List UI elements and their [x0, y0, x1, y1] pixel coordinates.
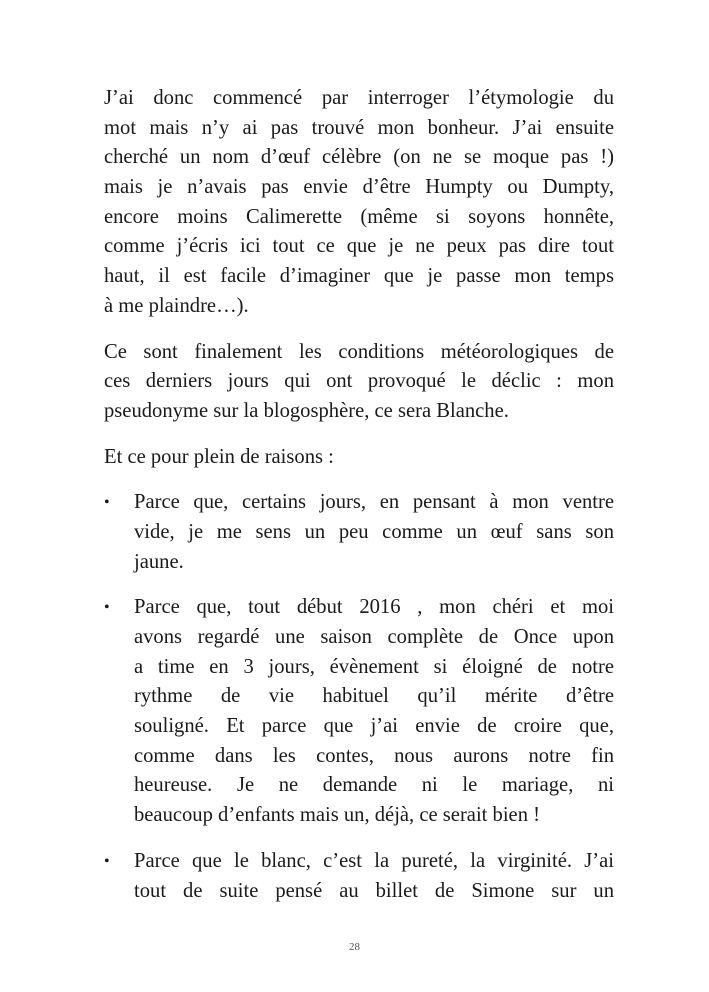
bullet-item-once-upon-a-time: [104, 593, 614, 831]
text-line: avons regardé une saison complète de Once upon: [134, 626, 614, 648]
text-line: tout de suite pensé au billet de Simone sur un: [134, 879, 614, 902]
text-line: comme j’écris ici tout ce que je ne peux pas dire tout: [104, 235, 614, 258]
text-line: beaucoup d’enfants mais un, déjà, ce serait bien !: [134, 804, 540, 827]
text-line: cherché un nom d’œuf célèbre (on ne se moque pas !): [104, 146, 614, 169]
bullet-mark: •: [104, 852, 110, 870]
bullet-item-empty-egg: [104, 488, 614, 577]
text-line: Ce sont finalement les conditions météorologiques de: [104, 340, 614, 363]
text-line: ces derniers jours qui ont provoqué le déclic : mon: [104, 370, 614, 393]
text-line: J’ai donc commencé par interroger l’étymologie du: [104, 87, 614, 109]
paragraph-etymology: [104, 84, 614, 322]
text-line: Parce que, certains jours, en pensant à mon ventre: [134, 491, 614, 514]
text-line: Parce que, tout début 2016 , mon chéri et moi: [134, 596, 614, 619]
text-line: souligné. Et parce que j’ai envie de croire que,: [134, 715, 614, 738]
bullet-mark: •: [104, 599, 110, 617]
text-line: jaune.: [134, 550, 184, 573]
text-line: haut, il est facile d’imaginer que je passe mon temps: [104, 265, 614, 288]
text-line: mot mais n’y ai pas trouvé mon bonheur. J’ai ensuite: [104, 116, 614, 139]
text-line: a time en 3 jours, évènement si éloigné de notre: [134, 655, 614, 678]
paragraph-reasons-intro: [104, 443, 614, 473]
text-line: à me plaindre…).: [104, 294, 249, 317]
text-line: comme dans les contes, nous aurons notre fin: [134, 744, 614, 767]
text-line: vide, je me sens un peu comme un œuf sans son: [134, 520, 614, 543]
text-line: mais je n’avais pas envie d’être Humpty ou Dumpty,: [104, 176, 614, 199]
text-line: encore moins Calimerette (même si soyons honnête,: [104, 205, 614, 228]
page-body: [104, 84, 614, 922]
page-number: 28: [349, 941, 360, 953]
text-line: pseudonyme sur la blogosphère, ce sera Blanche.: [104, 399, 509, 422]
bullet-mark: •: [104, 494, 110, 512]
paragraph-pseudonym: [104, 338, 614, 427]
text-line: heureuse. Je ne demande ni le mariage, ni: [134, 774, 614, 797]
bullet-item-white-purity: [104, 847, 614, 906]
text-line: Et ce pour plein de raisons :: [104, 445, 334, 468]
text-line: rythme de vie habituel qu’il mérite d’être: [134, 685, 614, 708]
text-line: Parce que le blanc, c’est la pureté, la virginité. J’ai: [134, 849, 614, 872]
